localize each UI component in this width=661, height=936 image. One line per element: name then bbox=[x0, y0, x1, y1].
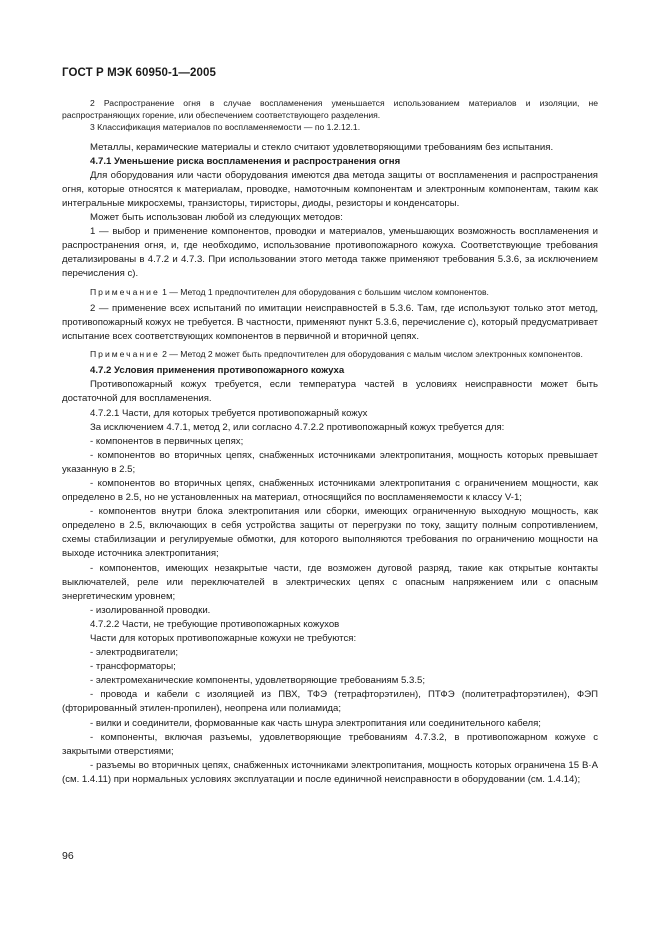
list-item: - разъемы во вторичных цепях, снабженных источниками электропитания, мощность которых ограничена 15 В·А (см. 1.4.11) при нормальных условиях эксплуатации и после единичной неисправности в оборудовании (см. 1.4.14); bbox=[62, 759, 598, 785]
note-text: 2 — Метод 2 может быть предпочтителен для оборудования с малым числом электронных компонентов. bbox=[162, 349, 583, 360]
paragraph-not-required: Части для которых противопожарные кожухи не требуются: bbox=[90, 633, 357, 645]
list-item: - компонентов во вторичных цепях, снабженных источниками электропитания, мощность которых превышает указанную в 2.5; bbox=[62, 449, 598, 475]
note-label: Примечание bbox=[90, 349, 160, 360]
list-item: - трансформаторы; bbox=[90, 661, 176, 673]
list-item: - провода и кабели с изоляцией из ПВХ, ТФЭ (тетрафторэтилен), ПТФЭ (политетрафторэтилен), ФЭП (фторированный этилен-пропилен), неопрена или полиамида; bbox=[62, 689, 598, 715]
note-2: 2 Распространение огня в случае воспламенения уменьшается использованием материалов и изоляции, не распространяющих горение, или обеспечением соответствующего разделения. bbox=[62, 98, 598, 121]
list-item: - компонентов, имеющих незакрытые части, где возможен дуговой разряд, такие как открытые контакты выключателей, реле или переключателей в электрических цепях с опасным напряжением или с опасным энергетическим уровнем; bbox=[62, 562, 598, 602]
note-method-2 bbox=[62, 348, 598, 360]
note-method-1 bbox=[62, 286, 598, 298]
list-item: - компонентов во вторичных цепях, снабженных источниками электропитания с ограничением мощности, как определено в 2.5, но не установленных на материал, относящийся по воспламеняемости к классу V-1; bbox=[62, 477, 598, 504]
list-item: - электродвигатели; bbox=[90, 647, 179, 659]
page-content bbox=[62, 97, 598, 787]
list-item: - компонентов внутри блока электропитания или сборки, имеющих ограниченную выходную мощность, как определено в 2.5, включающих в себя устройства защиты от перегрузки по току, защиту полным сопротивлением, схемы стабилизации и регулируемые обмотки, для которого выполняются требования по ограничению мощности на выходе источника электропитания; bbox=[62, 506, 598, 560]
paragraph-method-2: 2 — применение всех испытаний по имитации неисправностей в 5.3.6. Там, где используют только этот метод, противопожарный кожух не требуется. В частности, применяют пункт 5.3.6, перечисление с), который предусматривает испытание всех соответствующих компонентов в первичной и вторичной цепях. bbox=[62, 302, 598, 342]
list-item: - изолированной проводки. bbox=[90, 604, 211, 616]
paragraph-metals: Металлы, керамические материалы и стекло считают удовлетворяющими требованиям без испытания. bbox=[90, 141, 554, 153]
note-3: 3 Классификация материалов по воспламеняемости — по 1.2.12.1. bbox=[90, 122, 361, 133]
paragraph-two-methods: Для оборудования или части оборудования имеются два метода защиты от воспламенения и распространения огня, которые относятся к материалам, проводке, намоточным компонентам и электронным компонентам, таким как интегральные микросхемы, транзисторы, тиристоры, диоды, резисторы и конденсаторы. bbox=[62, 169, 598, 209]
heading-4-7-2: 4.7.2 Условия применения противопожарного кожуха bbox=[90, 365, 345, 377]
list-item: - компоненты, включая разъемы, удовлетворяющие требованиям 4.7.3.2, в противопожарном кожухе с закрытыми отверстиями; bbox=[62, 731, 598, 757]
heading-4-7-2-1: 4.7.2.1 Части, для которых требуется противопожарный кожух bbox=[90, 407, 368, 419]
list-item: - вилки и соединители, формованные как часть шнура электропитания или соединительного кабеля; bbox=[90, 717, 541, 729]
paragraph-method-1: 1 — выбор и применение компонентов, проводки и материалов, уменьшающих возможность воспламенения и распространения огня, и, где необходимо, использование противопожарного кожуха. Соответствующие требования детализированы в 4.7.2 и 4.7.3. При использовании этого метода также применяют требования 5.3.6, за исключением перечисления с). bbox=[62, 226, 598, 280]
paragraph-required: Противопожарный кожух требуется, если температура частей в условиях неисправности может быть достаточной для воспламенения. bbox=[62, 379, 598, 405]
paragraph-any-method: Может быть использован любой из следующих методов: bbox=[90, 212, 343, 224]
paragraph-except: За исключением 4.7.1, метод 2, или согласно 4.7.2.2 противопожарный кожух требуется для: bbox=[90, 421, 505, 433]
heading-4-7-1: 4.7.1 Уменьшение риска воспламенения и распространения огня bbox=[90, 155, 401, 167]
note-text: 1 — Метод 1 предпочтителен для оборудования с большим числом компонентов. bbox=[162, 286, 489, 297]
note-label: Примечание bbox=[90, 286, 160, 297]
standard-header: ГОСТ Р МЭК 60950-1—2005 bbox=[62, 67, 216, 79]
heading-4-7-2-2: 4.7.2.2 Части, не требующие противопожарных кожухов bbox=[90, 618, 340, 630]
list-item: - компонентов в первичных цепях; bbox=[90, 435, 244, 447]
list-item: - электромеханические компоненты, удовлетворяющие требованиям 5.3.5; bbox=[90, 675, 425, 687]
page-number: 96 bbox=[62, 850, 74, 862]
